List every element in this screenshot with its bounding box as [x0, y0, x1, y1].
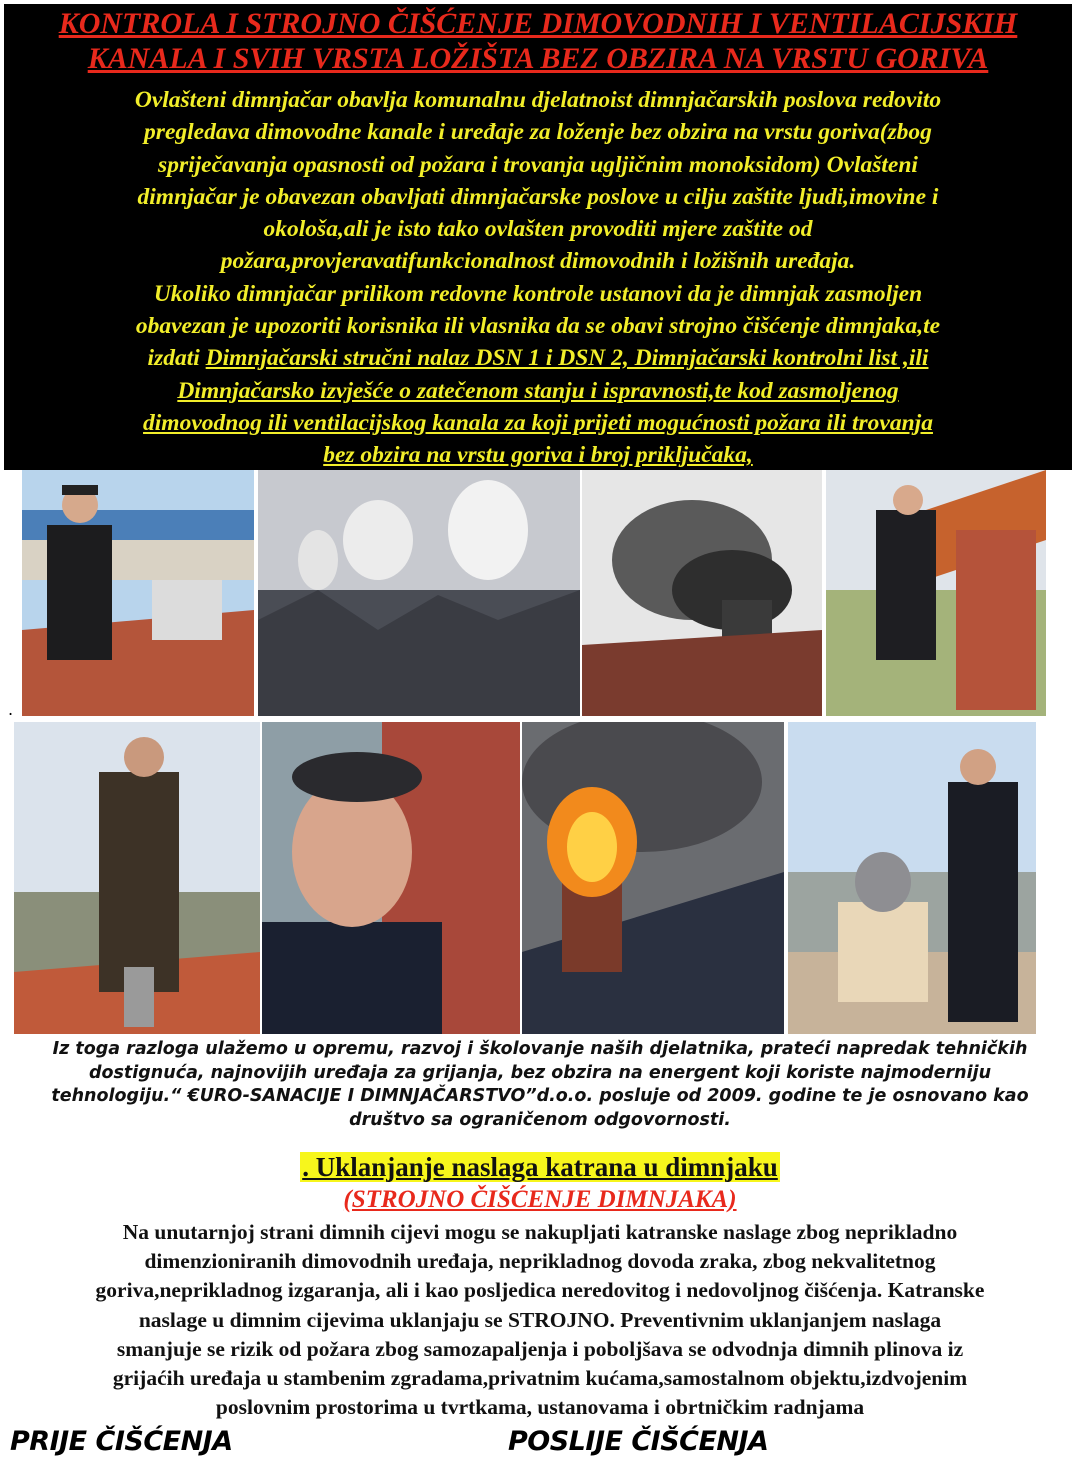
document-list-link: Dimnjačarski stručni nalaz DSN 1 i DSN 2, Dimnjačarski kontrolni list ,ili	[205, 345, 929, 372]
intro-line	[0, 342, 1076, 374]
title-line-1: KONTROLA I STROJNO ČIŠĆENJE DIMOVODNIH I VENTILACIJSKIH	[58, 7, 1018, 40]
paragraph-line: poslovnim prostorima u tvrtkama, ustanovama i obrtničkim radnjama	[215, 1395, 865, 1420]
report-text: Dimnjačarsko izvješće o zatečenom stanju i ispravnosti,te kod zasmoljenog	[177, 377, 899, 404]
title-line-2: KANALA I SVIH VRSTA LOŽIŠTA BEZ OBZIRA NA VRSTU GORIVA	[87, 42, 989, 75]
paragraph-line: goriva,neprikladnog izgaranja, ali i kao posljedica neredovitog i nedovoljnog čišćenja. Katranske	[95, 1278, 985, 1303]
photo-sweep-brick-chimney	[826, 470, 1046, 716]
photo-sweep-chimney-cap	[788, 722, 1036, 1034]
photo-sweep-portrait	[262, 722, 520, 1034]
company-paragraph	[0, 1038, 1080, 1132]
intro-prefix: izdati	[147, 345, 206, 372]
page-title	[0, 6, 1076, 76]
paragraph-line: Na unutarnjoj strani dimnih cijevi mogu se nakupljati katranske naslage zbog neprikladno	[122, 1220, 958, 1244]
intro-line	[0, 439, 1076, 471]
after-cleaning-label: POSLIJE ČIŠĆENJA	[508, 1426, 769, 1457]
intro-line	[0, 375, 1076, 407]
intro-line: Ukoliko dimnjačar prilikom redovne kontrole ustanovi da je dimnjak zasmoljen	[153, 280, 923, 307]
intro-line: požara,provjeravatifunkcionalnost dimovodnih i ložišnih uređaja.	[220, 248, 856, 275]
report-text: bez obzira na vrstu goriva i broj priključaka,	[323, 442, 753, 469]
intro-text	[0, 84, 1076, 472]
photo-chimney-fire	[522, 722, 784, 1034]
before-cleaning-label: PRIJE ČIŠĆENJA	[10, 1426, 233, 1457]
intro-line: okološa,ali je isto tako ovlašten provoditi mjere zaštite od	[263, 216, 813, 243]
paragraph-line: dostignuća, najnovijih uređaja za grijanja, bez obzira na energent koji koriste najmoderniju	[88, 1062, 992, 1083]
paragraph-line: društvo sa ograničenom odgovornosti.	[349, 1109, 731, 1130]
intro-line: Ovlašteni dimnjačar obavlja komunalnu djelatnoist dimnjačarskih poslova redovito	[134, 87, 942, 113]
section-paragraph	[0, 1218, 1080, 1422]
paragraph-line: smanjuje se rizik od požara zbog samozapaljenja i poboljšava se odvodnja dimnih plinova iz	[116, 1336, 964, 1361]
section-heading-wrap	[0, 1152, 1080, 1182]
section-heading: . Uklanjanje naslaga katrana u dimnjaku	[302, 1152, 778, 1182]
intro-line: dimnjačar je obavezan obavljati dimnjačarske poslove u cilju zaštite ljudi,imovine i	[137, 183, 939, 210]
paragraph-line: grijaćih uređaja u stambenim zgradama,privatnim kućama,samostalnom objektu,izdvojenim	[112, 1366, 968, 1391]
report-text: dimovodnog ili ventilacijskog kanala za koji prijeti mogućnosti požara ili trovanja	[143, 409, 933, 436]
photo-black-smoke-chimney	[582, 470, 822, 716]
intro-line: spriječavanja opasnosti od požara i trovanja ugljičnim monoksidom) Ovlašteni	[158, 151, 918, 178]
paragraph-line: tehnologiju.“ €URO-SANACIJE I DIMNJAČARSTVO”d.o.o. posluje od 2009. godine te je osnovano kao	[51, 1086, 1029, 1106]
photo-sweep-with-brush	[14, 722, 260, 1034]
paragraph-line: naslage u dimnim cijevima uklanjaju se STROJNO. Preventivnim uklanjanjem naslaga	[138, 1307, 942, 1332]
paragraph-line: dimenzioniranih dimovodnih uređaja, neprikladnog dovoda zraka, zbog nekvalitetnog	[144, 1249, 936, 1274]
intro-line	[0, 407, 1076, 439]
paragraph-line: Iz toga razloga ulažemo u opremu, razvoj i školovanje naših djelatnika, prateći napredak tehničkih	[52, 1039, 1028, 1059]
intro-line: pregledava dimovodne kanale i uređaje za loženje bez obzira na vrstu goriva(zbog	[144, 119, 932, 146]
photo-city-smoke	[258, 470, 580, 716]
section-subheading: (STROJNO ČIŠĆENJE DIMNJAKA)	[343, 1186, 737, 1213]
photo-chimney-sweep-on-roof	[22, 470, 254, 716]
intro-line: obavezan je upozoriti korisnika ili vlasnika da se obavi strojno čišćenje dimnjaka,te	[135, 313, 941, 340]
stray-mark: .	[8, 700, 14, 719]
